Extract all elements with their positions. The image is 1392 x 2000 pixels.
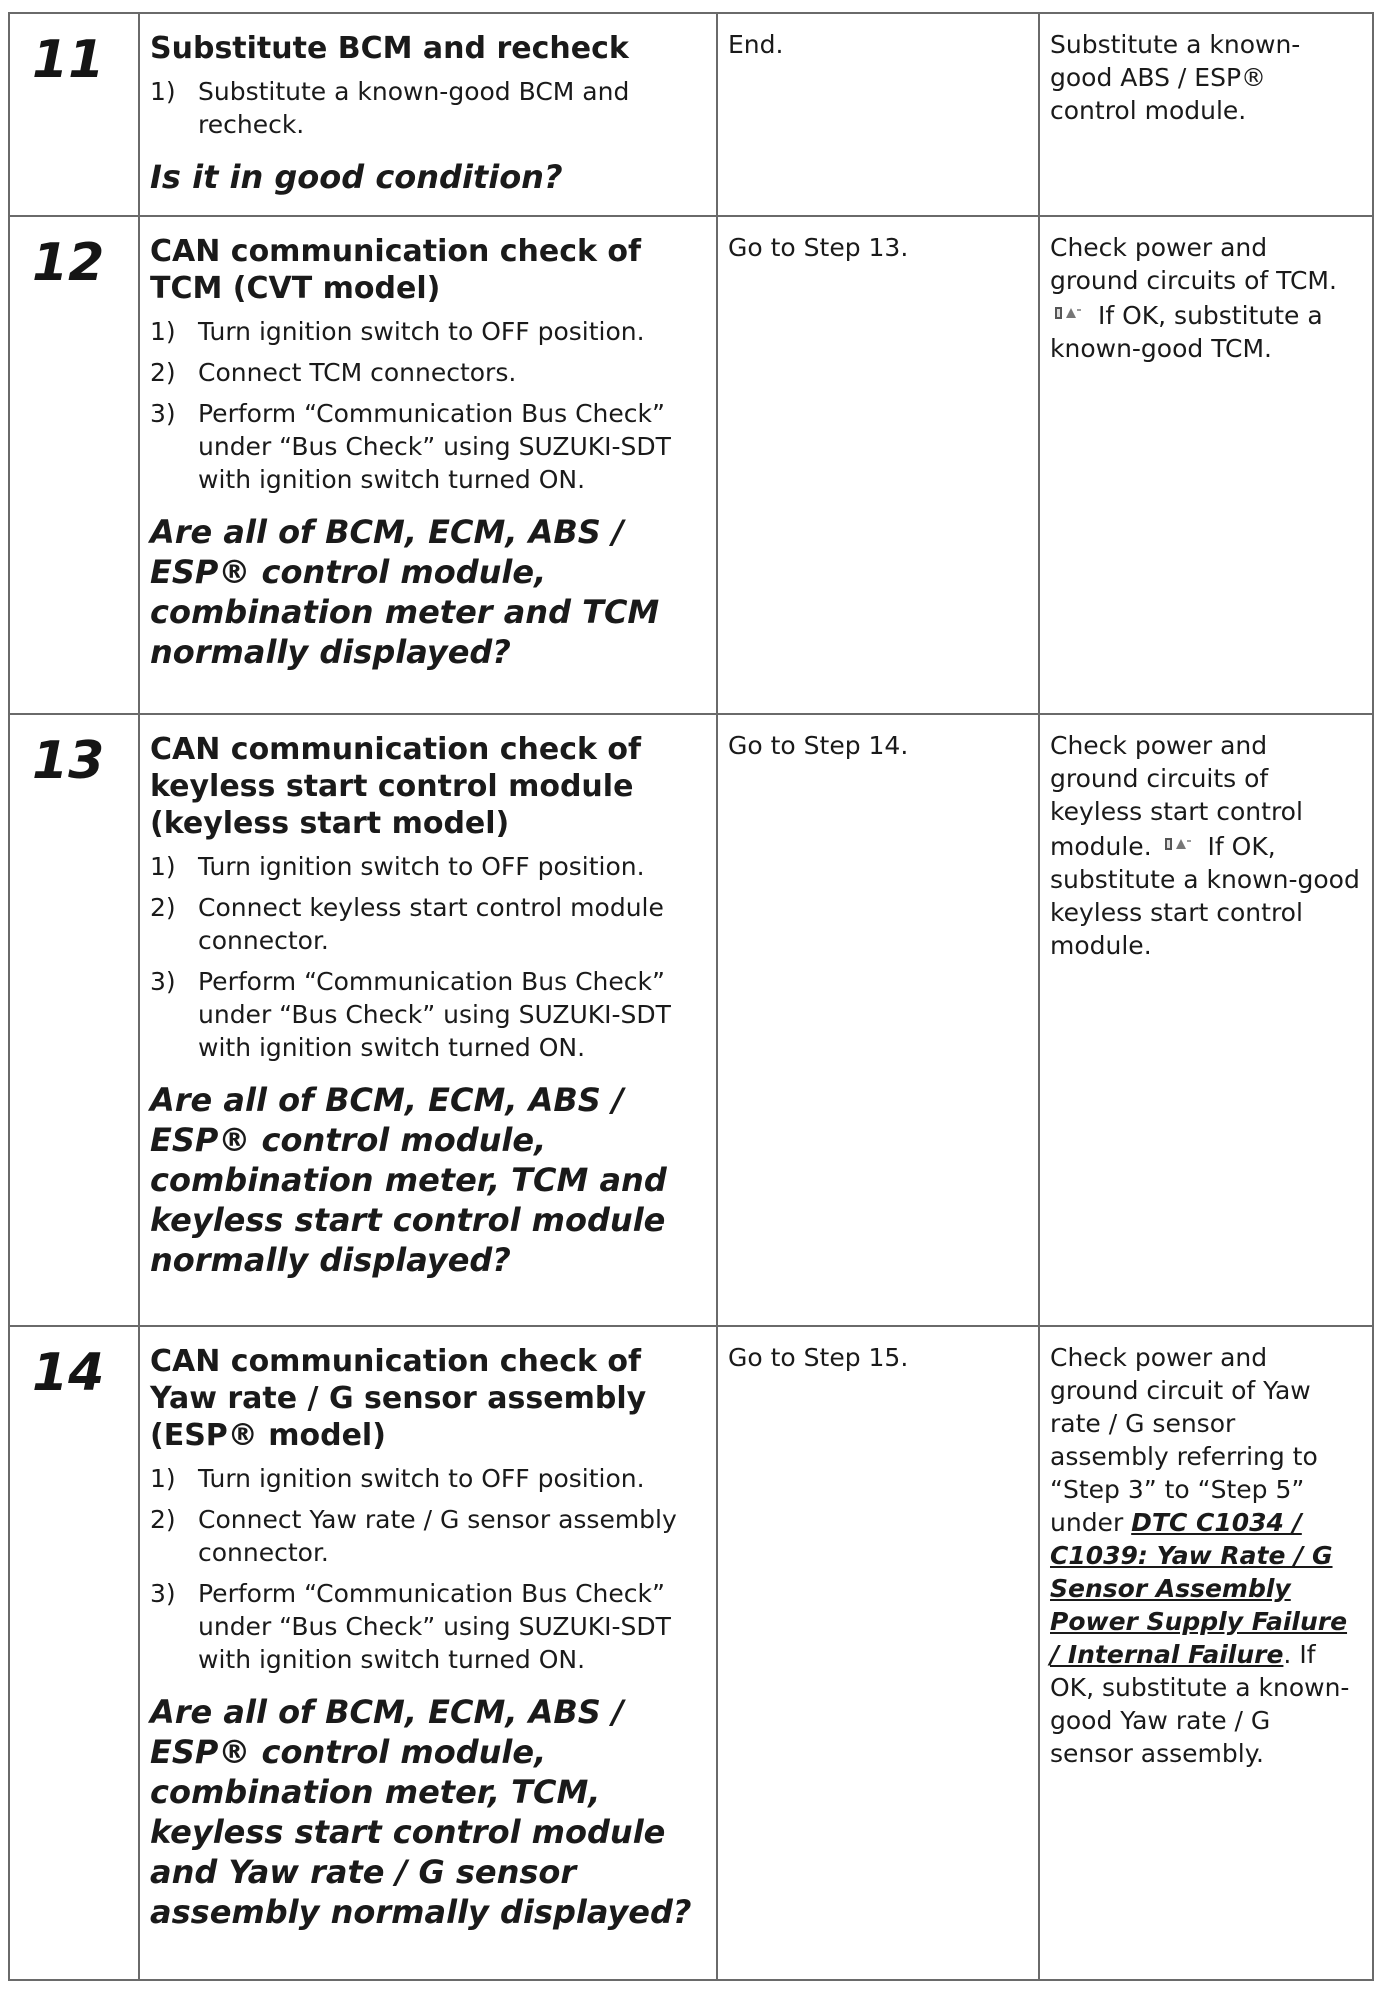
substep-text: Turn ignition switch to OFF position. bbox=[198, 1464, 645, 1493]
no-result-text: Check power and ground circuit of Yaw rate / G sensor assembly referring to “Step 3” to “Step 5” under bbox=[1050, 1343, 1318, 1537]
diagnostic-steps-table bbox=[8, 12, 1374, 1981]
substep-list bbox=[150, 315, 702, 496]
substep-text: Perform “Communication Bus Check” under “Bus Check” using SUZUKI-SDT with ignition switch turned ON. bbox=[198, 399, 671, 494]
substep-list bbox=[150, 75, 702, 141]
substep-text: Substitute a known-good BCM and recheck. bbox=[198, 77, 630, 139]
step-number: 11 bbox=[32, 30, 105, 90]
substep-marker: 1) bbox=[150, 77, 176, 106]
no-result-text: Check power and ground circuits of TCM. bbox=[1050, 233, 1337, 295]
substep-marker: 2) bbox=[150, 1505, 176, 1534]
step-question: Is it in good condition? bbox=[150, 158, 563, 196]
no-result bbox=[1040, 715, 1372, 972]
yes-result: Go to Step 14. bbox=[728, 731, 909, 760]
substep-text: Perform “Communication Bus Check” under “Bus Check” using SUZUKI-SDT with ignition switch turned ON. bbox=[198, 1579, 671, 1674]
step-title: CAN communication check of Yaw rate / G sensor assembly (ESP® model) bbox=[150, 1344, 647, 1453]
substep-item bbox=[150, 1577, 702, 1676]
step-question: Are all of BCM, ECM, ABS / ESP® control module, combination meter and TCM normally displayed? bbox=[150, 513, 660, 671]
step-row-12 bbox=[9, 216, 1373, 714]
substep-text: Turn ignition switch to OFF position. bbox=[198, 317, 645, 346]
substep-marker: 3) bbox=[150, 399, 176, 428]
substep-marker: 1) bbox=[150, 852, 176, 881]
reference-icon[interactable] bbox=[1054, 297, 1084, 315]
step-title: Substitute BCM and recheck bbox=[150, 31, 629, 66]
no-result-text: If OK, substitute a known-good keyless start control module. bbox=[1050, 832, 1360, 960]
substep-text: Connect Yaw rate / G sensor assembly connector. bbox=[198, 1505, 677, 1567]
step-question: Are all of BCM, ECM, ABS / ESP® control module, combination meter, TCM and keyless start control module normally displayed? bbox=[150, 1081, 667, 1279]
step-action bbox=[140, 14, 716, 215]
substep-marker: 2) bbox=[150, 358, 176, 387]
substep-marker: 2) bbox=[150, 893, 176, 922]
substep-marker: 3) bbox=[150, 967, 176, 996]
yes-result: Go to Step 13. bbox=[728, 233, 909, 262]
substep-item bbox=[150, 965, 702, 1064]
substep-item bbox=[150, 397, 702, 496]
step-action bbox=[140, 217, 716, 690]
step-number: 12 bbox=[32, 233, 105, 293]
yes-result: Go to Step 15. bbox=[728, 1343, 909, 1372]
substep-item bbox=[150, 1503, 702, 1569]
substep-text: Connect keyless start control module connector. bbox=[198, 893, 664, 955]
step-row-13 bbox=[9, 714, 1373, 1326]
step-number: 13 bbox=[32, 731, 105, 791]
no-result bbox=[1040, 1327, 1372, 1780]
substep-text: Connect TCM connectors. bbox=[198, 358, 517, 387]
no-result: Substitute a known-good ABS / ESP® control module. bbox=[1050, 30, 1301, 125]
step-question: Are all of BCM, ECM, ABS / ESP® control module, combination meter, TCM, keyless start control module and Yaw rate / G sensor assembly normally displayed? bbox=[150, 1693, 692, 1931]
step-row-11 bbox=[9, 13, 1373, 216]
substep-item bbox=[150, 891, 702, 957]
yes-result: End. bbox=[728, 30, 784, 59]
substep-item bbox=[150, 315, 702, 348]
substep-marker: 3) bbox=[150, 1579, 176, 1608]
substep-marker: 1) bbox=[150, 317, 176, 346]
step-action bbox=[140, 1327, 716, 1950]
substep-item bbox=[150, 356, 702, 389]
step-title: CAN communication check of TCM (CVT model) bbox=[150, 234, 642, 306]
no-result bbox=[1040, 217, 1372, 375]
substep-text: Perform “Communication Bus Check” under “Bus Check” using SUZUKI-SDT with ignition switch turned ON. bbox=[198, 967, 671, 1062]
substep-text: Turn ignition switch to OFF position. bbox=[198, 852, 645, 881]
substep-item bbox=[150, 1462, 702, 1495]
substep-marker: 1) bbox=[150, 1464, 176, 1493]
no-result-text: . If OK, substitute a known-good Yaw rate / G sensor assembly. bbox=[1050, 1640, 1350, 1768]
substep-item bbox=[150, 75, 702, 141]
no-result-text: If OK, substitute a known-good TCM. bbox=[1050, 301, 1323, 363]
troubleshooting-page bbox=[8, 12, 1372, 1981]
step-row-14 bbox=[9, 1326, 1373, 1980]
step-title: CAN communication check of keyless start control module (keyless start model) bbox=[150, 732, 642, 841]
substep-item bbox=[150, 850, 702, 883]
step-action bbox=[140, 715, 716, 1298]
substep-list bbox=[150, 850, 702, 1064]
dtc-c1034-c1039-link[interactable]: DTC C1034 / C1039: Yaw Rate / G Sensor Assembly Power Supply Failure / Internal Failure bbox=[1050, 1508, 1348, 1669]
substep-list bbox=[150, 1462, 702, 1676]
reference-icon[interactable] bbox=[1164, 828, 1194, 846]
no-result-text: Check power and ground circuits of keyless start control module. bbox=[1050, 731, 1303, 861]
step-number: 14 bbox=[32, 1343, 105, 1403]
